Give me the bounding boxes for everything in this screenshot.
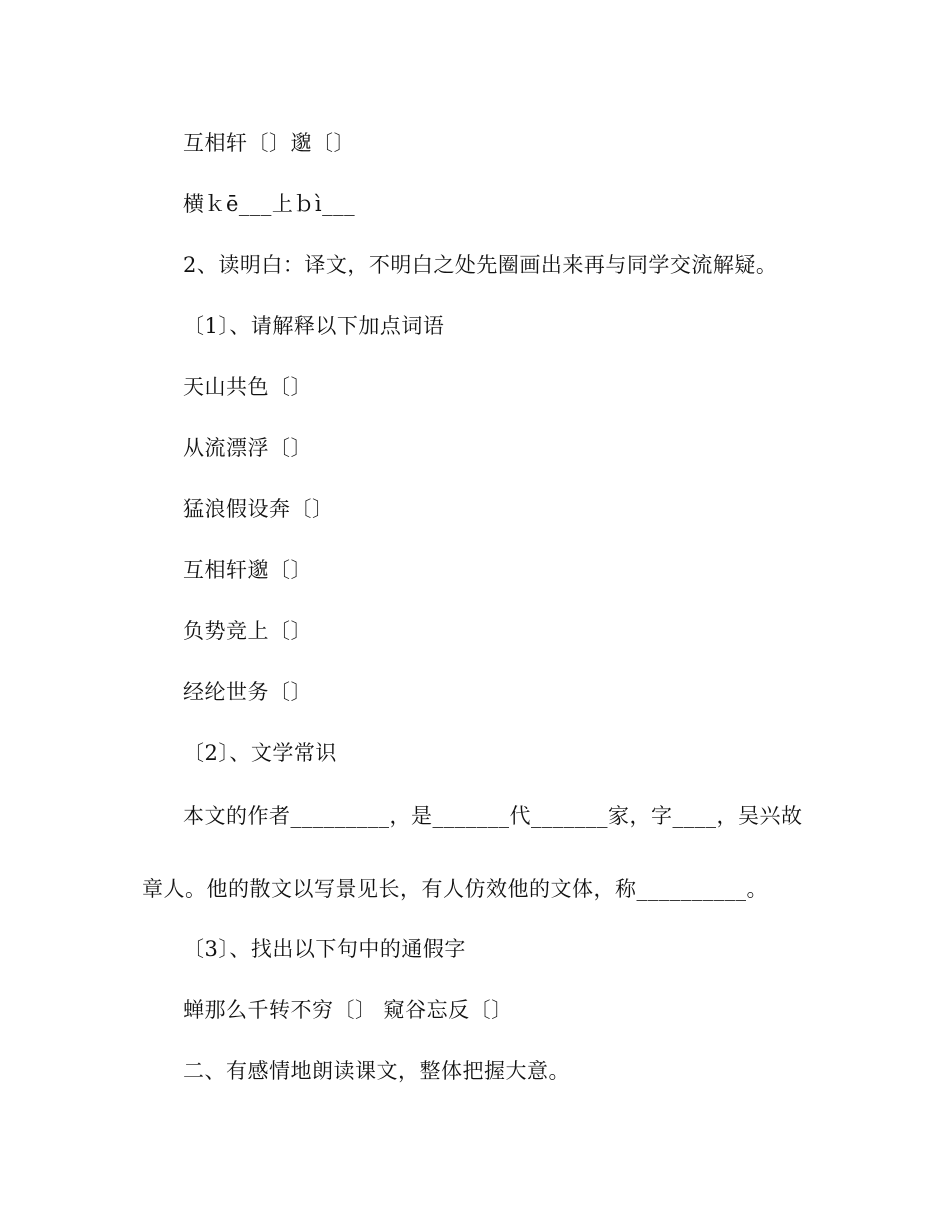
word-item: 从流漂浮〔〕	[183, 436, 312, 460]
word-item: 负势竞上〔〕	[183, 619, 312, 643]
interchangeable-chars-items: 蝉那么千转不穷〔〕 窥谷忘反〔〕	[183, 998, 513, 1022]
subheading-explain-words: 〔1〕、请解释以下加点词语	[183, 314, 445, 338]
text-line-pinyin-2: 横ｋē___上ｂì___	[183, 192, 356, 216]
fill-blank-author-line-1: 本文的作者_________，是_______代_______家，字____，吴兴故	[183, 804, 803, 828]
section-heading-read-understand: 2、读明白：译文，不明白之处先圈画出来再与同学交流解疑。	[183, 253, 778, 277]
text-line-pinyin-1: 互相轩〔〕邈〔〕	[183, 131, 355, 155]
subheading-literary-knowledge: 〔2〕、文学常识	[183, 741, 337, 765]
word-item: 天山共色〔〕	[183, 375, 312, 399]
section-heading-read-aloud: 二、有感情地朗读课文，整体把握大意。	[183, 1059, 570, 1083]
subheading-interchangeable-chars: 〔3〕、找出以下句中的通假字	[183, 937, 466, 961]
word-item: 经纶世务〔〕	[183, 680, 312, 704]
fill-blank-author-line-2: 章人。他的散文以写景见长，有人仿效他的文体，称__________。	[142, 877, 768, 901]
word-item: 互相轩邈〔〕	[183, 558, 312, 582]
word-item: 猛浪假设奔〔〕	[183, 497, 334, 521]
